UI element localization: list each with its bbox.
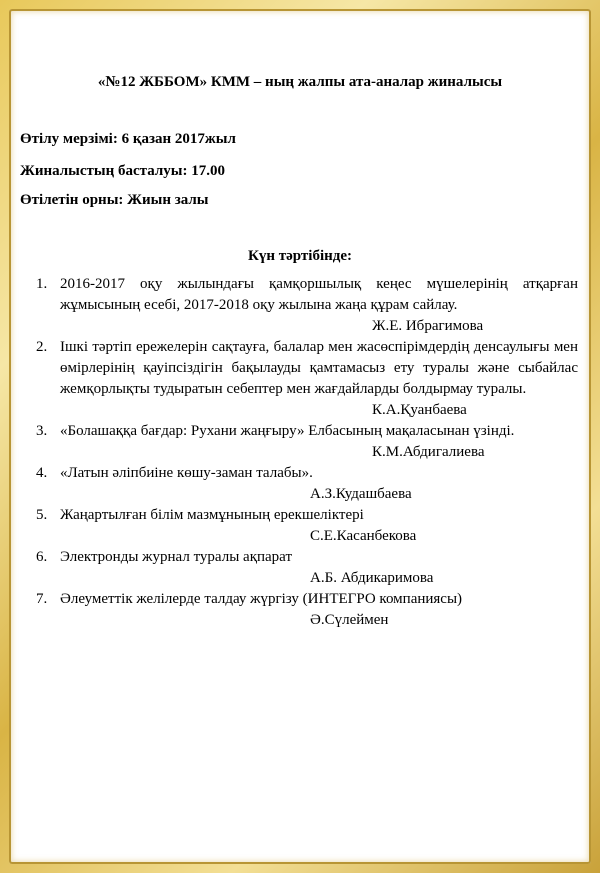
page-title: «№12 ЖББОМ» КММ – ның жалпы ата-аналар жиналысы <box>97 74 503 90</box>
document-page <box>18 18 582 855</box>
agenda-item-text: Электронды журнал туралы ақпарат <box>60 549 292 565</box>
meeting-date: Өтілу мерзімі: 6 қазан 2017жыл <box>20 131 236 147</box>
agenda-item-number: 2. <box>36 339 48 355</box>
meeting-place: Өтілетін орны: Жиын залы <box>20 192 209 208</box>
agenda-item-responsible: К.М.Абдигалиева <box>372 444 485 460</box>
agenda-item-responsible: К.А.Қуанбаева <box>372 402 467 418</box>
agenda-heading: Күн тәртібінде: <box>247 248 353 264</box>
agenda-item-responsible: Ә.Сүлеймен <box>310 612 389 628</box>
agenda-item-number: 5. <box>36 507 48 523</box>
agenda-item <box>36 547 578 589</box>
agenda-item-responsible: А.З.Кудашбаева <box>310 486 412 502</box>
agenda-item-text: «Латын әліпбиіне көшу-заман талабы». <box>60 465 313 481</box>
agenda-item-number: 4. <box>36 465 48 481</box>
agenda-item-responsible: Ж.Е. Ибрагимова <box>372 318 484 334</box>
agenda-item-responsible: С.Е.Касанбекова <box>310 528 417 544</box>
agenda-item <box>36 337 578 421</box>
agenda-item-text: «Болашаққа бағдар: Рухани жаңғыру» Елбасының мақаласынан үзінді. <box>60 423 515 439</box>
meeting-start-time: Жиналыстың басталуы: 17.00 <box>20 163 225 179</box>
agenda-item-responsible: А.Б. Абдикаримова <box>310 570 434 586</box>
agenda-item <box>36 274 578 337</box>
agenda-item <box>36 421 578 463</box>
agenda-item <box>36 505 578 547</box>
agenda-item-number: 3. <box>36 423 48 439</box>
agenda-item-number: 1. <box>36 276 48 292</box>
agenda-list <box>36 274 578 631</box>
agenda-item-number: 7. <box>36 591 48 607</box>
agenda-item-text: Ішкі тәртіп ережелерін сақтауға, балалар мен жасөспірімдердің денсаулығы мен өмірлерінің қауіпсіздігін бақылауды қамтамасыз ету туралы және сыбайлас жемқорлықты тудыратын себептер мен жағдайларды болдырмау туралы. <box>60 339 578 397</box>
agenda-item <box>36 589 578 631</box>
agenda-item-number: 6. <box>36 549 48 565</box>
agenda-item-text: Жаңартылған білім мазмұнының ерекшеліктері <box>60 507 364 523</box>
agenda-item-text: Әлеуметтік желілерде талдау жүргізу (ИНТЕГРО компаниясы) <box>60 591 463 607</box>
agenda-item-text: 2016-2017 оқу жылындағы қамқоршылық кеңес мүшелерінің атқарған жұмысының есебі, 2017-2018 оқу жылына жаңа құрам сайлау. <box>60 276 578 313</box>
agenda-item <box>36 463 578 505</box>
